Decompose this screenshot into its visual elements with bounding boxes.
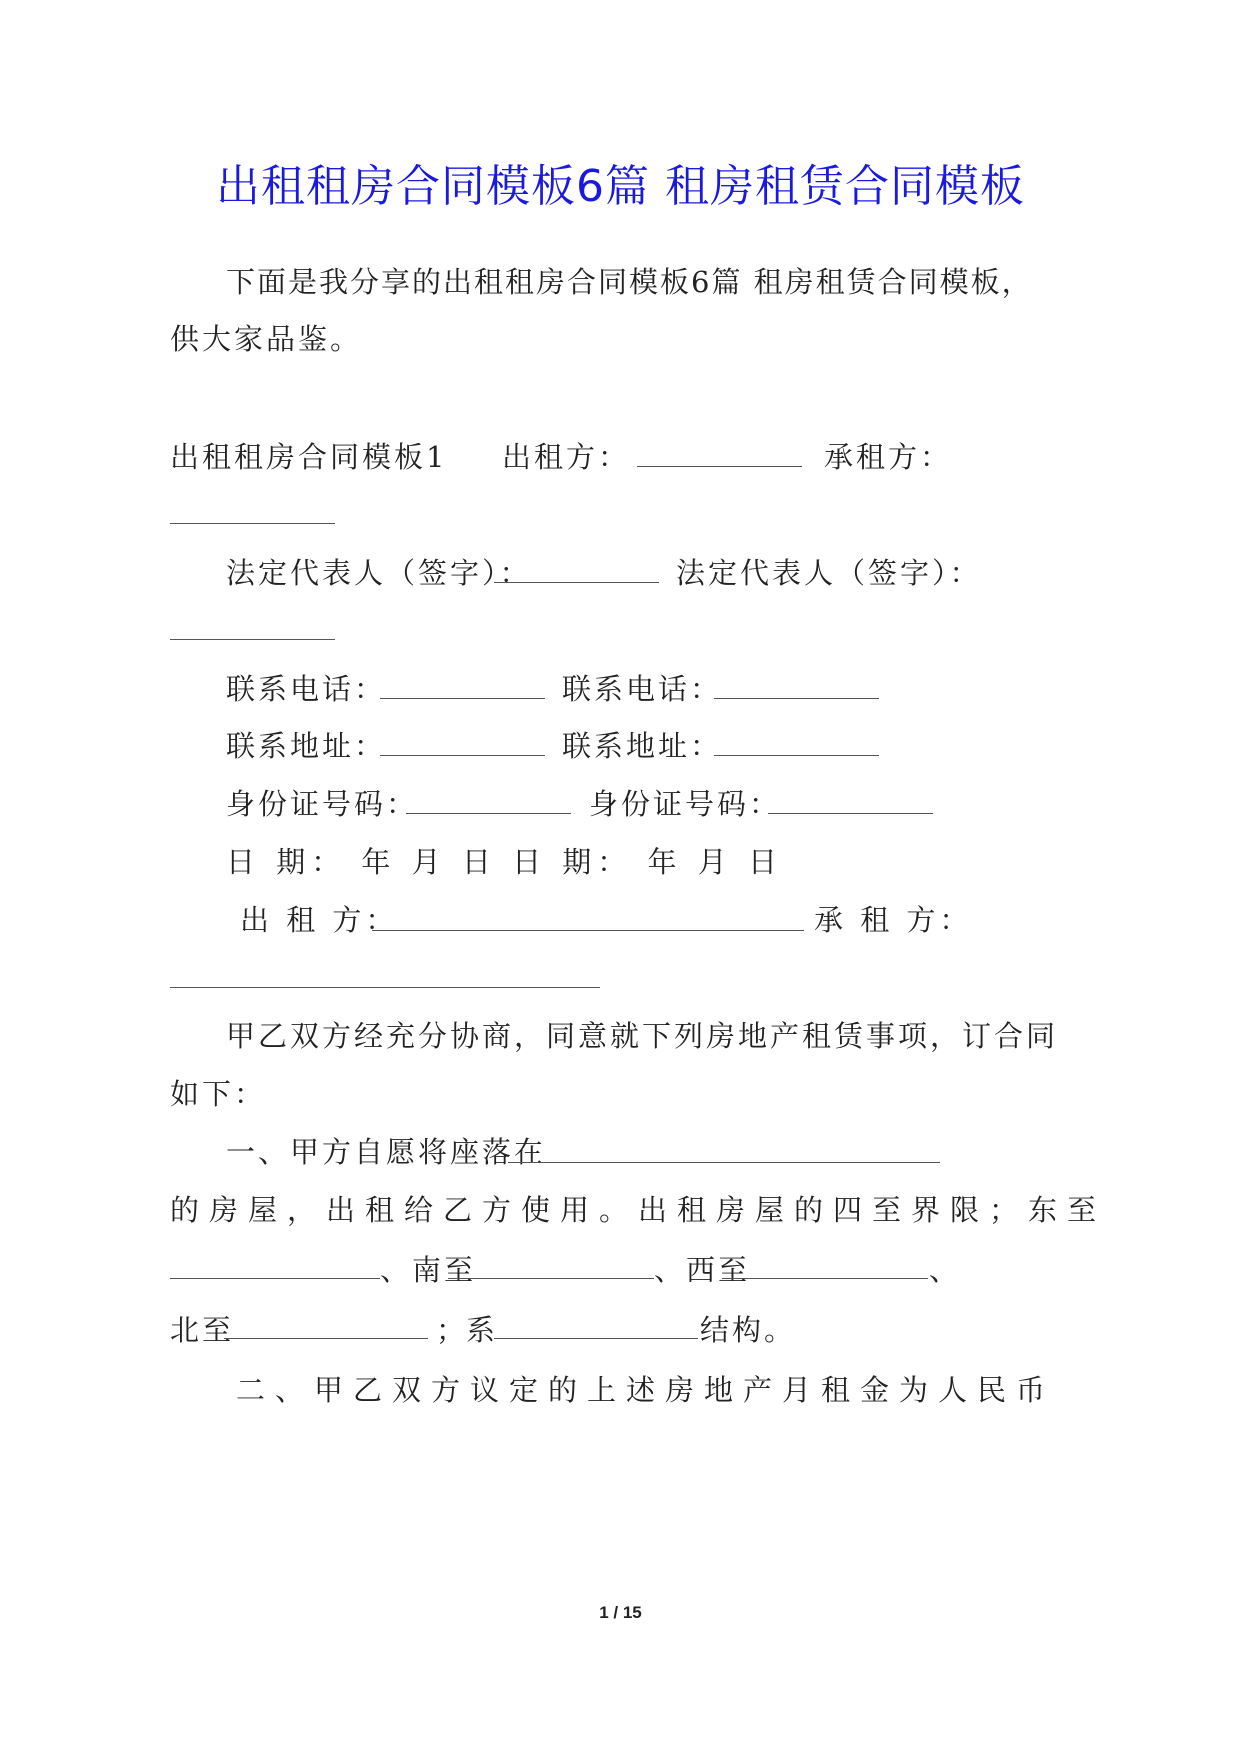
lessee-label-2: 承 租 方： xyxy=(814,903,973,937)
north-blank xyxy=(224,1338,428,1339)
item1-start: 一、甲方自愿将座落在 xyxy=(226,1135,547,1169)
id-number-blank-2 xyxy=(768,813,933,814)
page-number: 1 / 15 xyxy=(599,1603,642,1622)
para1-line-2: 如下： xyxy=(170,1077,267,1111)
structure-blank xyxy=(494,1338,698,1339)
intro-line-1: 下面是我分享的出租租房合同模板6篇 租房租赁合同模板， xyxy=(226,265,1033,299)
phone-label: 联系电话： xyxy=(226,672,387,706)
lessee-blank-long xyxy=(170,987,600,988)
location-blank xyxy=(508,1162,940,1163)
id-number-blank xyxy=(406,813,571,814)
section-heading: 出租租房合同模板1 xyxy=(170,440,448,474)
lessor-blank xyxy=(637,466,802,467)
intro-line-2: 供大家品鉴。 xyxy=(170,322,363,356)
item1-line-2: 的房屋，出租给乙方使用。出租房屋的四至界限；东至 xyxy=(170,1193,1107,1227)
legal-rep-label: 法定代表人（签字）： xyxy=(226,556,532,590)
separator: ； xyxy=(436,1313,469,1347)
east-blank xyxy=(170,1278,380,1279)
date-line: 日 期： 年 月 日 日 期： 年 月 日 xyxy=(226,845,783,879)
phone-label-2: 联系电话： xyxy=(562,672,723,706)
document-title: 出租租房合同模板6篇 租房租赁合同模板 xyxy=(216,161,1025,212)
address-blank xyxy=(380,755,545,756)
phone-blank xyxy=(380,698,545,699)
id-number-label: 身份证号码： xyxy=(226,787,419,821)
address-blank-2 xyxy=(714,755,879,756)
para1-line-1: 甲乙双方经充分协商，同意就下列房地产租赁事项，订合同 xyxy=(226,1019,1059,1053)
address-label: 联系地址： xyxy=(226,729,387,763)
west-label: 、西至 xyxy=(654,1253,751,1287)
south-blank xyxy=(448,1278,654,1279)
legal-rep-blank xyxy=(494,582,659,583)
legal-rep-label-2: 法定代表人（签字）： xyxy=(676,556,982,590)
lessor-label: 出租方： xyxy=(502,440,631,474)
north-label: 北至 xyxy=(170,1313,235,1347)
south-label: 、南至 xyxy=(380,1253,477,1287)
lessee-label: 承租方： xyxy=(824,440,953,474)
system-label: 系 xyxy=(466,1313,499,1347)
structure-label: 结构。 xyxy=(700,1313,797,1347)
west-blank xyxy=(722,1278,928,1279)
legal-rep-blank-2 xyxy=(170,639,335,640)
lessor-label-2: 出 租 方： xyxy=(240,903,399,937)
lessor-blank-long xyxy=(372,930,804,931)
comma: 、 xyxy=(929,1253,962,1287)
id-number-label-2: 身份证号码： xyxy=(589,787,782,821)
lessee-blank xyxy=(170,523,335,524)
address-label-2: 联系地址： xyxy=(562,729,723,763)
item2-start: 二、甲乙双方议定的上述房地产月租金为人民币 xyxy=(236,1373,1056,1407)
phone-blank-2 xyxy=(714,698,879,699)
